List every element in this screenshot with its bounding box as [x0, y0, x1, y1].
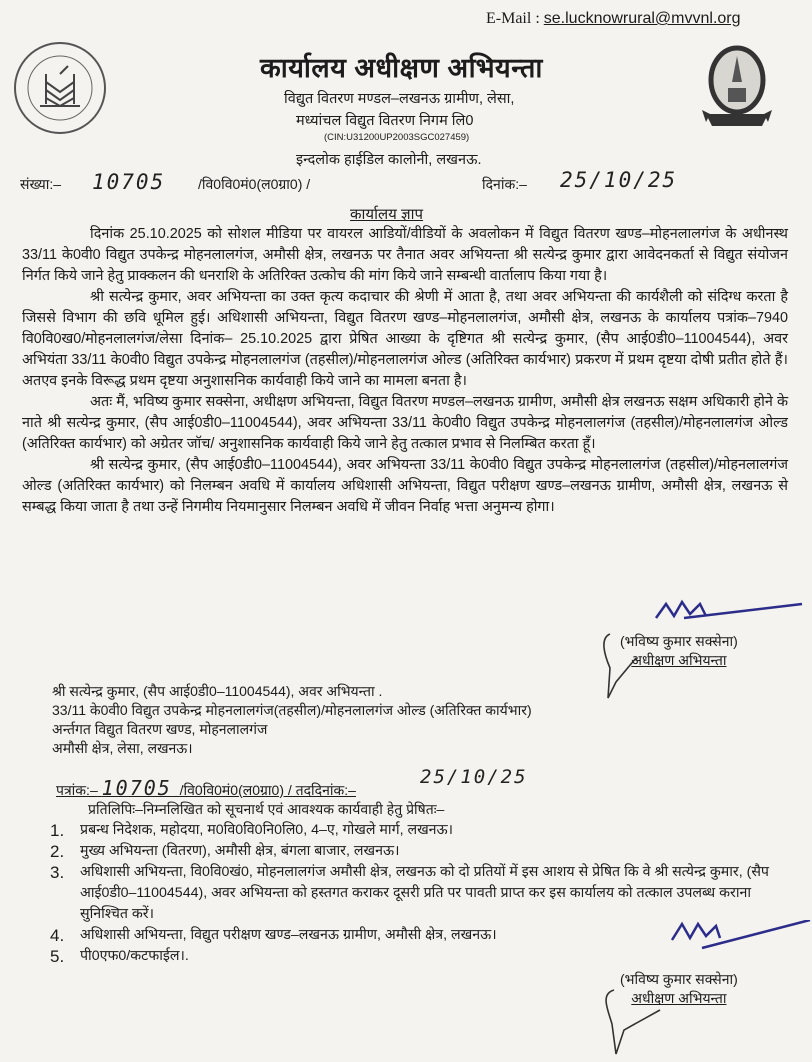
email-label: E-Mail : — [486, 10, 540, 27]
copy-intro: प्रतिलिपिः–निम्नलिखित को सूचनार्थ एवं आवश्यक कार्यवाही हेतु प्रेषितः– — [88, 801, 445, 817]
issue-date: 25/10/25 — [560, 168, 678, 192]
patrank-date: 25/10/25 — [420, 766, 528, 788]
paragraph-findings: श्री सत्येन्द्र कुमार, अवर अभियन्ता का उक्त कृत्य कदाचार की श्रेणी में आता है, तथा अवर अभियन्ता की कार्यशैली को संदिग्ध करता है जिससे विभाग की छवि धूमिल हुई। अधिशासी अभियन्ता, विद्युत वितरण खण्ड–मोहनलालगंज, अमौसी क्षेत्र, लखनऊ के कार्यालय पत्रांक–7940 वि0वि0ख0/मोहनलालगंज/लेसा दिनांक– 25.10.2025 द्वारा प्रेषित आख्या के दृष्टिगत श्री सत्येन्द्र कुमार, (सैप आई0डी0–11004544), अवर अभियंता 33/11 के0वी0 विद्युत उपकेन्द्र मोहनलालगंज (तहसील)/मोहनलालगंज ओल्ड (अतिरिक्त कार्यभार) प्रकरण में प्रथम दृष्टया दोषी प्रतीत होते हैं। अतएव इनके विरूद्ध प्रथम दृष्टया अनुशासनिक कार्यवाही किये जाने का मामला बनता है। — [22, 289, 788, 389]
signatory-designation: अधीक्षण अभियन्ता — [631, 652, 727, 668]
addressee-line: अमौसी क्षेत्र, लेसा, लखनऊ। — [52, 740, 193, 756]
addressee-block — [52, 682, 532, 758]
reference-number-label: संख्या:– — [20, 176, 62, 192]
email-line — [486, 10, 741, 28]
paragraph-incident: दिनांक 25.10.2025 को सोशल मीडिया पर वायरल आडियों/वीडियों के अवलोकन में विद्युत वितरण खण्ड–मोहनलालगंज के अधीनस्थ 33/11 के0वी0 विद्युत उपकेन्द्र मोहनलालगंज, अमौसी क्षेत्र, लखनऊ पर तैनात अवर अभियन्ता श्री सत्येन्द्र कुमार द्वारा आवेदनकर्ता से विद्युत संयोजन निर्गत किये जाने हेतु प्राक्कलन की धनराशि के अतिरिक्त उत्कोच की मांग किये जाने सम्बन्धी वार्तालाप किया गया है। — [22, 226, 788, 284]
office-address: इन्दलोक हाईडिल कालोनी, लखनऊ. — [296, 152, 482, 168]
circle-name: विद्युत वितरण मण्डल–लखनऊ ग्रामीण, लेसा, — [284, 91, 515, 107]
signatory-name: (भविष्य कुमार सक्सेना) — [620, 971, 738, 987]
list-item: 1. प्रबन्ध निदेशक, महोदया, म0वि0वि0नि0लि0, 4–ए, गोखले मार्ग, लखनऊ। — [50, 821, 454, 840]
list-item: 3. अधिशासी अभियन्ता, वि0वि0खं0, मोहनलालगंज अमौसी क्षेत्र, लखनऊ को दो प्रतियों में इस आशय से प्रेषित कि वे श्री सत्येन्द्र कुमार, (सैप आई0डी0–11004544), अवर अभियन्ता को हस्तगत कराकर दूसरी प्रति पर पावती प्राप्त कर इस कार्यालय को तत्काल उपलब्ध कराना सुनिश्चित करें। — [50, 863, 769, 922]
addressee-line: अर्न्तगत विद्युत वितरण खण्ड, मोहनलालगंज — [52, 721, 268, 737]
addressee-line: श्री सत्येन्द्र कुमार, (सैप आई0डी0–11004544), अवर अभियन्ता . — [52, 683, 383, 699]
mvvnl-logo-icon — [14, 42, 106, 134]
memo-heading: कार्यालय ज्ञाप — [350, 206, 424, 223]
list-item: 2. मुख्य अभियन्ता (वितरण), अमौसी क्षेत्र, बंगला बाजार, लखनऊ। — [50, 842, 400, 861]
date-label: दिनांक:– — [482, 176, 527, 192]
signatory-name: (भविष्य कुमार सक्सेना) — [620, 633, 738, 649]
cin-number: (CIN:U31200UP2003SGC027459) — [324, 132, 470, 143]
patrank-number: 10705 — [101, 776, 172, 800]
office-code: /वि0वि0मं0(ल0ग्रा0) / — [198, 176, 311, 192]
signatory-block-1 — [620, 632, 738, 670]
signatory-block-2 — [620, 970, 738, 1008]
corporation-name: मध्यांचल विद्युत वितरण निगम लि0 — [296, 113, 474, 129]
office-title: कार्यालय अधीक्षण अभियन्ता — [260, 53, 543, 83]
paragraph-attachment: श्री सत्येन्द्र कुमार, (सैप आई0डी0–11004544), अवर अभियन्ता 33/11 के0वी0 विद्युत उपकेन्द्र मोहनलालगंज (तहसील)/मोहनलालगंज ओल्ड (अतिरिक्त कार्यभार) को निलम्बन अवधि में कार्यालय अधिशासी अभियन्ता, विद्युत परीक्षण खण्ड–लखनऊ ग्रामीण, अमौसी क्षेत्र, लखनऊ से सम्बद्ध किया जाता है तथा उन्हें निगमीय नियमानुसार निलम्बन अवधि में जीवन निर्वाह भत्ता अनुमन्य होगा। — [22, 457, 788, 515]
paragraph-suspension-order: अतः मैं, भविष्य कुमार सक्सेना, अधीक्षण अभियन्ता, विद्युत वितरण मण्डल–लखनऊ ग्रामीण, अमौसी क्षेत्र लखनऊ सक्षम अधिकारी होने के नाते श्री सत्येन्द्र कुमार, (सैप आई0डी0–11004544), अवर अभियन्ता 33/11 के0वी0 विद्युत उपकेन्द्र मोहनलालगंज (तहसील)/मोहनलालगंज ओल्ड (अतिरिक्त कार्यभार) को अग्रेतर जॉच/ अनुशासनिक कार्यवाही किये जाने हेतु तत्काल प्रभाव से निलम्बित करता हूँ। — [22, 394, 788, 452]
emblem-logo-icon — [700, 42, 774, 142]
reference-number: 10705 — [92, 170, 166, 194]
list-item: 4. अधिशासी अभियन्ता, विद्युत परीक्षण खण्ड–लखनऊ ग्रामीण, अमौसी क्षेत्र, लखनऊ। — [50, 926, 497, 945]
list-item: 5. पी0एफ0/कटफाईल।. — [50, 947, 189, 966]
copy-reference — [56, 776, 356, 800]
signatory-designation: अधीक्षण अभियन्ता — [631, 990, 727, 1006]
patrank-label: पत्रांक:– — [56, 782, 98, 798]
addressee-line: 33/11 के0वी0 विद्युत उपकेन्द्र मोहनलालगंज(तहसील)/मोहनलालगंज ओल्ड (अतिरिक्त कार्यभार) — [52, 702, 532, 718]
memo-body — [22, 224, 788, 518]
email-address[interactable]: se.lucknowrural@mvvnl.org — [543, 10, 741, 27]
patrank-suffix: /वि0वि0मं0(ल0ग्रा0) / तददिनांक:– — [179, 782, 356, 798]
